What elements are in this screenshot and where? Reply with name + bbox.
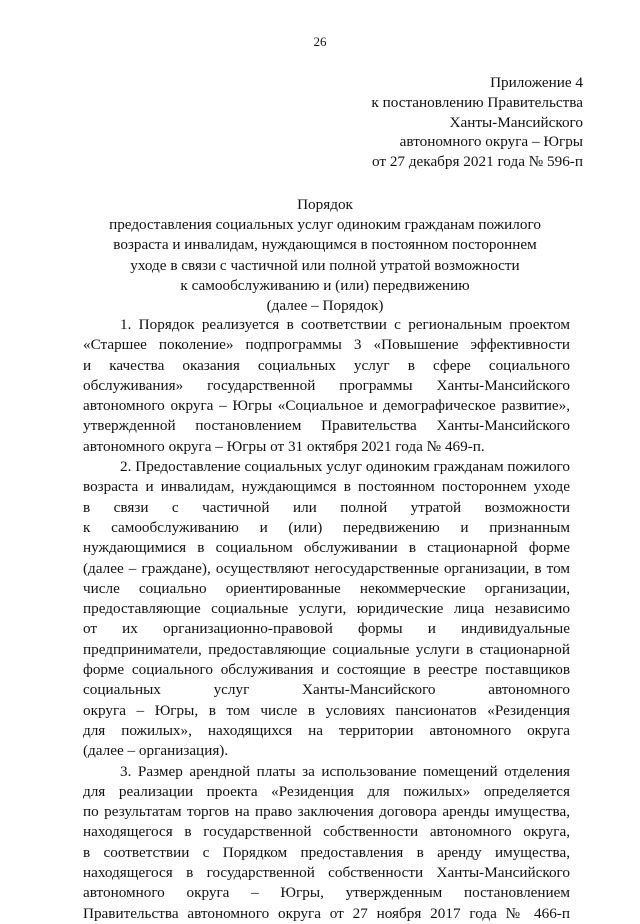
paragraph-line: в связи с частичной или полной утратой возможности [83, 498, 570, 516]
paragraph-line: «Старшее поколение» подпрограммы 3 «Повышение эффективности [83, 336, 570, 354]
title-line: предоставления социальных услуг одиноким гражданам пожилого [109, 216, 541, 234]
paragraph-line: обслуживания» государственной программы Ханты-Мансийского [83, 376, 570, 394]
paragraph-line: утвержденной постановлением Правительства Ханты-Мансийского [83, 417, 570, 435]
title-heading: Порядок [297, 196, 353, 213]
title-line: уходе в связи с частичной или полной утратой возможности [130, 256, 520, 274]
paragraph-line: нуждающимися в социальном обслуживании в стационарной форме [83, 539, 570, 557]
page-number: 26 [313, 34, 327, 49]
paragraph-line: находящегося в государственной собственности автономного округа, [83, 823, 570, 841]
paragraph-line: возраста и инвалидам, нуждающимся в постоянном постороннем уходе [83, 478, 570, 496]
paragraph-line: округа – Югры, в том числе в условиях пансионатов «Резиденция [83, 701, 570, 719]
paragraph-line: для пожилых», находящихся на территории автономного округа [83, 721, 570, 739]
paragraph-line: предприниматели, предоставляющие социальные услуги в стационарной [83, 640, 570, 658]
paragraph-line: 3. Размер арендной платы за использование помещений отделения [120, 762, 570, 780]
paragraph-line: к самообслуживанию и (или) передвижению и признанным [83, 518, 570, 536]
paragraph-line: социальных услуг Ханты-Мансийского автономного [83, 681, 570, 699]
appendix-line: к постановлению Правительства [371, 93, 583, 111]
title-line: возраста и инвалидам, нуждающимся в постоянном постороннем [113, 236, 537, 254]
document-body [83, 315, 570, 924]
paragraph-line: по результатам торгов на право заключения договора аренды имущества, [83, 803, 570, 821]
paragraph-line: числе социально ориентированные некоммерческие организации, [83, 579, 570, 597]
paragraph-2 [83, 457, 570, 761]
title-line: (далее – Порядок) [266, 297, 384, 315]
paragraph-line: от их организационно-правовой формы и индивидуальные [83, 620, 570, 638]
appendix-block [371, 73, 583, 172]
title-line: к самообслуживанию и (или) передвижению [180, 276, 470, 294]
paragraph-line: автономного округа – Югры от 31 октября 2021 года № 469-п. [83, 437, 485, 455]
appendix-line: автономного округа – Югры [399, 133, 583, 151]
document-title [70, 195, 580, 316]
appendix-line: Ханты-Мансийского [449, 113, 583, 131]
paragraph-line: автономного округа – Югры «Социальное и демографическое развитие», [83, 397, 570, 415]
appendix-line: от 27 декабря 2021 года № 596-п [372, 153, 583, 171]
paragraph-line: для реализации проекта «Резиденция для пожилых» определяется [83, 782, 570, 800]
appendix-line: Приложение 4 [490, 74, 583, 91]
paragraph-line: предоставляющие социальные услуги, юридические лица независимо [83, 600, 570, 618]
paragraph-line: в соответствии с Порядком предоставления в аренду имущества, [83, 843, 570, 861]
paragraph-line: 1. Порядок реализуется в соответствии с региональным проектом [120, 316, 570, 333]
paragraph-3 [83, 762, 570, 924]
paragraph-line: автономного округа – Югры, утвержденным постановлением [83, 884, 570, 902]
paragraph-line: и качества оказания социальных услуг в сфере социального [83, 356, 570, 374]
paragraph-line: (далее – граждане), осуществляют негосударственные организации, в том [83, 559, 570, 577]
paragraph-line: форме социального обслуживания и состоящие в реестре поставщиков [83, 661, 570, 679]
paragraph-line: находящегося в государственной собственности Ханты-Мансийского [83, 864, 570, 882]
paragraph-1 [83, 315, 570, 457]
paragraph-line: Правительства автономного округа от 27 ноября 2017 года № 466-п [83, 904, 570, 922]
paragraph-line: 2. Предоставление социальных услуг одиноким гражданам пожилого [120, 458, 570, 476]
paragraph-line: (далее – организация). [83, 742, 229, 760]
